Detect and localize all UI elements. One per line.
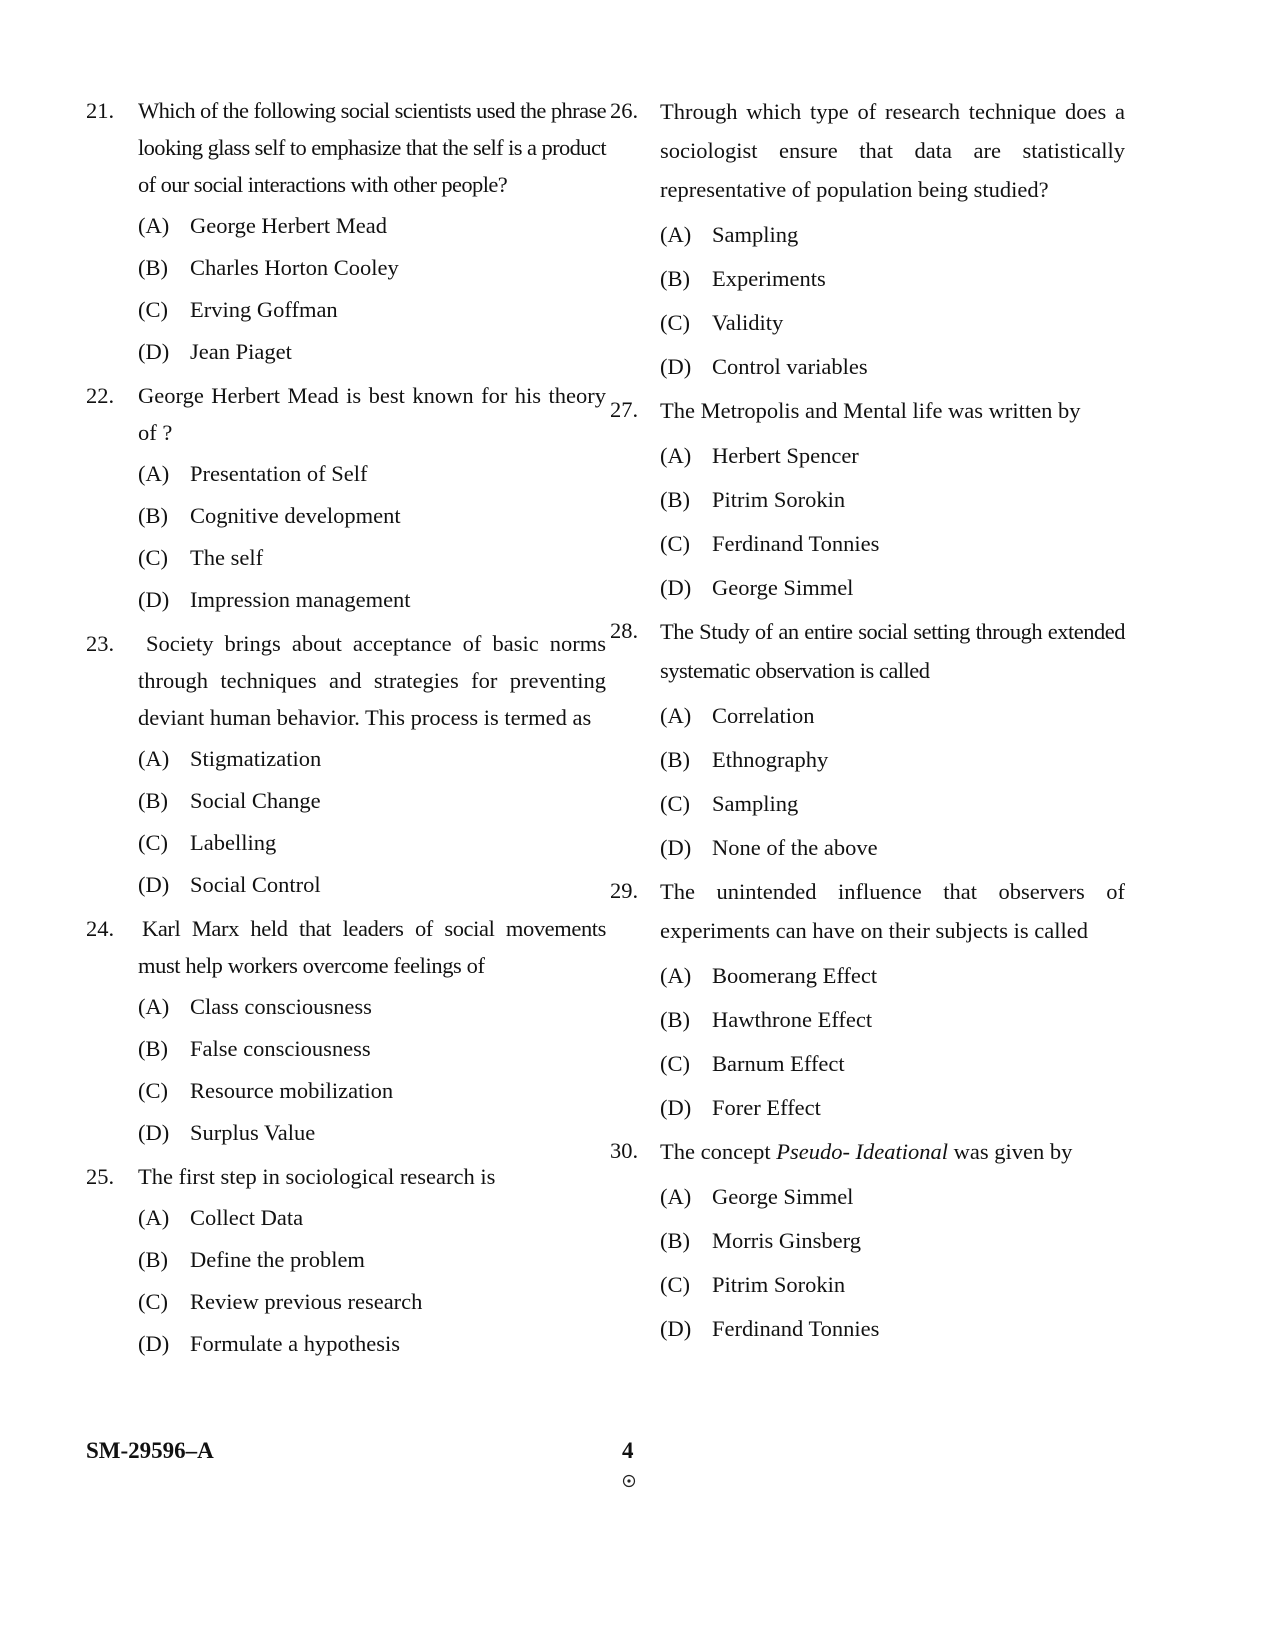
- option-b: (B) Morris Ginsberg: [660, 1228, 861, 1253]
- question-26: [610, 92, 1125, 389]
- concept-term: Pseudo- Ideational: [776, 1139, 949, 1164]
- question-27: [610, 391, 1125, 610]
- option-c: (C) Validity: [660, 310, 784, 335]
- option-d: (D) None of the above: [660, 835, 878, 860]
- options-list: [660, 434, 1125, 610]
- option-d: (D) Impression management: [138, 587, 411, 612]
- question-number: 27.: [610, 397, 639, 422]
- question-29: [610, 872, 1125, 1130]
- option-a: (A) George Herbert Mead: [138, 213, 387, 238]
- question-text: The unintended influence that observers of experiments can have on their subjects is called: [660, 879, 1125, 943]
- options-list: [138, 986, 606, 1154]
- question-24: [86, 910, 606, 1154]
- question-number: 24.: [86, 916, 115, 941]
- option-a: (A) George Simmel: [660, 1184, 854, 1209]
- question-text: The Metropolis and Mental life was written by: [660, 398, 1081, 423]
- option-c: (C) The self: [138, 545, 264, 570]
- option-d: (D) Jean Piaget: [138, 339, 292, 364]
- paper-code: SM-29596–A: [86, 1438, 214, 1463]
- question-text: George Herbert Mead is best known for his theory of ?: [138, 383, 606, 445]
- left-column: [86, 92, 606, 1365]
- page-number: 4: [622, 1438, 634, 1463]
- option-b: (B) Social Change: [138, 788, 321, 813]
- option-b: (B) Pitrim Sorokin: [660, 487, 846, 512]
- question-number: 21.: [86, 98, 115, 123]
- question-number: 28.: [610, 618, 639, 643]
- option-c: (C) Erving Goffman: [138, 297, 338, 322]
- question-number: 22.: [86, 383, 115, 408]
- option-b: (B) Hawthrone Effect: [660, 1007, 873, 1032]
- question-text: Which of the following social scientists used the phrase looking glass self to emphasize that the self is a product of our social interactions with other people?: [138, 98, 606, 197]
- option-a: (A) Presentation of Self: [138, 461, 368, 486]
- option-d: (D) Social Control: [138, 872, 321, 897]
- question-number: 23.: [86, 631, 115, 656]
- option-c: (C) Labelling: [138, 830, 277, 855]
- option-b: (B) False consciousness: [138, 1036, 371, 1061]
- question-22: [86, 377, 606, 621]
- question-text: The Study of an entire social setting through extended systematic observation is called: [660, 619, 1125, 683]
- option-b: (B) Define the problem: [138, 1247, 365, 1272]
- option-a: (A) Collect Data: [138, 1205, 304, 1230]
- question-30: [610, 1132, 1125, 1351]
- question-number: 29.: [610, 878, 639, 903]
- option-a: (A) Herbert Spencer: [660, 443, 859, 468]
- option-b: (B) Cognitive development: [138, 503, 401, 528]
- question-text: Karl Marx held that leaders of social movements must help workers overcome feelings of: [138, 916, 606, 978]
- question-21: [86, 92, 606, 373]
- options-list: [660, 954, 1125, 1130]
- options-list: [138, 453, 606, 621]
- option-c: (C) Barnum Effect: [660, 1051, 845, 1076]
- question-text: Society brings about acceptance of basic norms through techniques and strategies for preventing deviant human behavior. This process is termed as: [138, 631, 606, 730]
- option-d: (D) Formulate a hypothesis: [138, 1331, 400, 1356]
- option-d: (D) George Simmel: [660, 575, 854, 600]
- right-column: [610, 92, 1125, 1351]
- option-b: (B) Ethnography: [660, 747, 829, 772]
- option-b: (B) Experiments: [660, 266, 826, 291]
- option-c: (C) Pitrim Sorokin: [660, 1272, 846, 1297]
- option-a: (A) Class consciousness: [138, 994, 372, 1019]
- question-23: [86, 625, 606, 906]
- options-list: [660, 213, 1125, 389]
- question-text: The concept Pseudo- Ideational was given by: [660, 1139, 1073, 1164]
- option-d: (D) Control variables: [660, 354, 868, 379]
- option-a: (A) Correlation: [660, 703, 815, 728]
- question-25: [86, 1158, 606, 1365]
- option-a: (A) Stigmatization: [138, 746, 322, 771]
- question-number: 25.: [86, 1164, 115, 1189]
- option-d: (D) Surplus Value: [138, 1120, 316, 1145]
- option-d: (D) Ferdinand Tonnies: [660, 1316, 880, 1341]
- options-list: [138, 205, 606, 373]
- question-number: 26.: [610, 98, 639, 123]
- dotted-circle-icon: [622, 1474, 636, 1488]
- question-text: Through which type of research technique does a sociologist ensure that data are statistically representative of population being studied?: [660, 99, 1125, 202]
- option-d: (D) Forer Effect: [660, 1095, 821, 1120]
- options-list: [660, 1175, 1125, 1351]
- options-list: [660, 694, 1125, 870]
- option-b: (B) Charles Horton Cooley: [138, 255, 399, 280]
- option-c: (C) Sampling: [660, 791, 799, 816]
- options-list: [138, 1197, 606, 1365]
- option-a: (A) Sampling: [660, 222, 799, 247]
- options-list: [138, 738, 606, 906]
- option-c: (C) Ferdinand Tonnies: [660, 531, 880, 556]
- question-28: [610, 612, 1125, 870]
- option-c: (C) Review previous research: [138, 1289, 423, 1314]
- question-text: The first step in sociological research is: [138, 1164, 496, 1189]
- question-number: 30.: [610, 1138, 639, 1163]
- option-a: (A) Boomerang Effect: [660, 963, 878, 988]
- option-c: (C) Resource mobilization: [138, 1078, 394, 1103]
